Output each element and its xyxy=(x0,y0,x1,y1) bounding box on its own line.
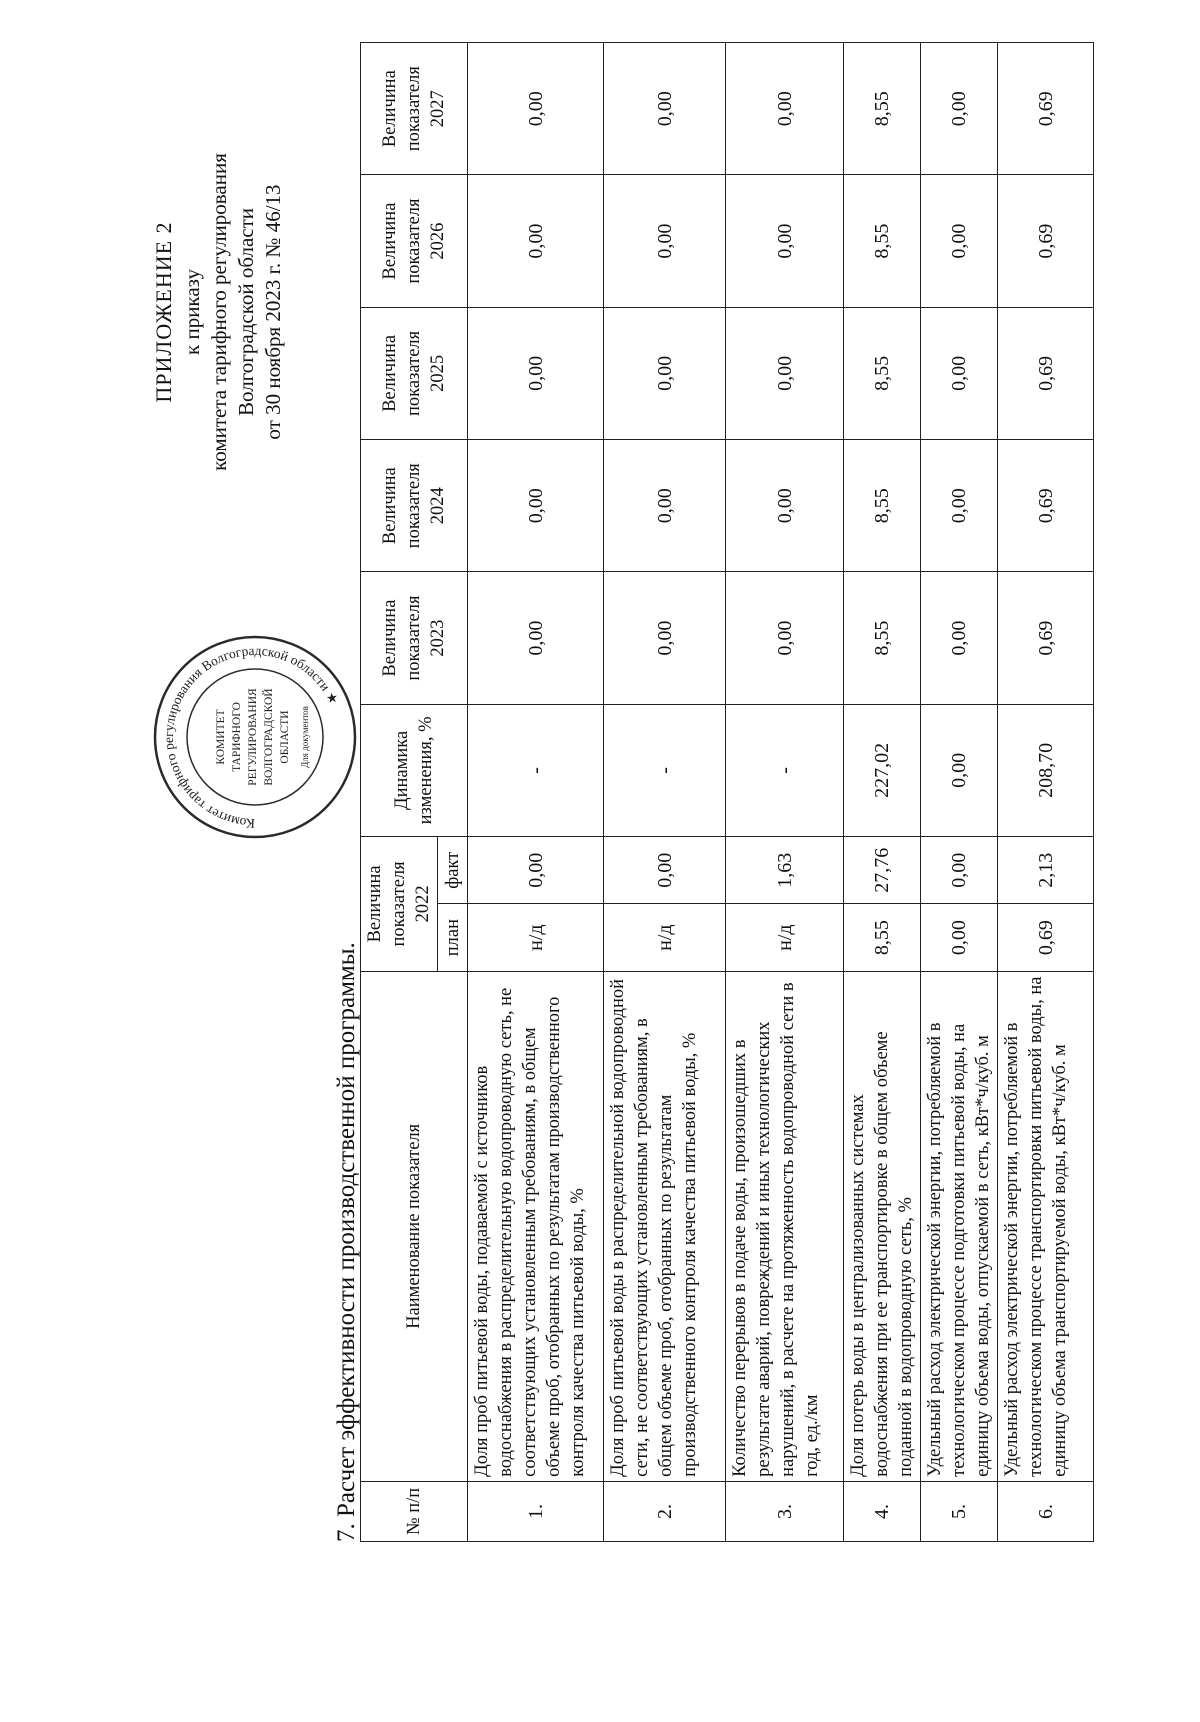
row-value-2023: 0,69 xyxy=(998,572,1094,704)
row-dynamics: 227,02 xyxy=(844,704,921,836)
row-plan-2022: н/д xyxy=(726,904,844,971)
row-value-2024: 0,00 xyxy=(604,440,726,572)
row-fact-2022: 0,00 xyxy=(468,837,604,904)
appendix-title: ПРИЛОЖЕНИЕ 2 xyxy=(151,221,176,403)
row-plan-2022: н/д xyxy=(468,904,604,971)
row-value-2023: 0,00 xyxy=(604,572,726,704)
header-line-date: от 30 ноября 2023 г. № 46/13 xyxy=(261,184,285,440)
row-value-2027: 0,00 xyxy=(921,43,998,175)
row-num: 3. xyxy=(726,1481,844,1541)
row-value-2025: 0,00 xyxy=(468,307,604,439)
row-dynamics: - xyxy=(468,704,604,836)
row-fact-2022: 2,13 xyxy=(998,837,1094,904)
header-2023: Величина показателя 2023 xyxy=(361,572,468,704)
row-value-2026: 0,00 xyxy=(921,175,998,307)
row-indicator-name: Удельный расход электрической энергии, потребляемой в технологическом процессе транспортировки питьевой воды, на единицу объема транспортируемой воды, кВт*ч/куб. м xyxy=(998,971,1094,1481)
row-num: 1. xyxy=(468,1481,604,1541)
header-2022: Величина показателя 2022 xyxy=(361,837,438,972)
row-dynamics: - xyxy=(726,704,844,836)
row-value-2025: 0,00 xyxy=(726,307,844,439)
row-value-2025: 0,00 xyxy=(604,307,726,439)
stamp-center-line: КОМИТЕТ xyxy=(215,709,227,765)
stamp-center-line: РЕГУЛИРОВАНИЯ xyxy=(247,688,259,786)
row-value-2025: 8,55 xyxy=(844,307,921,439)
table-row xyxy=(921,43,998,1542)
stamp-center-line: ТАРИФНОГО xyxy=(231,702,243,772)
row-value-2023: 0,00 xyxy=(468,572,604,704)
row-plan-2022: 8,55 xyxy=(844,904,921,971)
row-indicator-name: Удельный расход электрической энергии, потребляемой в технологическом процессе подготовки питьевой воды, на единицу объема воды, отпускаемой в сеть, кВт*ч/куб. м xyxy=(921,971,998,1481)
header-line-order: к приказу xyxy=(180,269,204,355)
row-value-2027: 8,55 xyxy=(844,43,921,175)
stamp-center-line: ВОЛГОГРАДСКОЙ xyxy=(263,688,275,786)
efficiency-table xyxy=(360,42,1094,1542)
row-num: 5. xyxy=(921,1481,998,1541)
row-dynamics: - xyxy=(604,704,726,836)
row-value-2023: 0,00 xyxy=(921,572,998,704)
row-dynamics: 0,00 xyxy=(921,704,998,836)
row-value-2024: 0,00 xyxy=(726,440,844,572)
row-value-2027: 0,00 xyxy=(604,43,726,175)
stamp-ring-text: Комитет тарифного регулирования Волгоградской области ★ xyxy=(160,642,342,832)
row-fact-2022: 0,00 xyxy=(604,837,726,904)
stamp-center-line: ОБЛАСТИ xyxy=(279,710,291,764)
row-dynamics: 208,70 xyxy=(998,704,1094,836)
section-title: 7. Расчет эффективности производственной программы. xyxy=(333,942,360,1542)
row-value-2026: 0,69 xyxy=(998,175,1094,307)
header-name: Наименование показателя xyxy=(361,971,468,1481)
row-value-2026: 0,00 xyxy=(468,175,604,307)
header-2027: Величина показателя 2027 xyxy=(361,43,468,175)
row-indicator-name: Доля проб питьевой воды в распределительной водопроводной сети, не соответствующих установленным требованиям, в общем объеме проб, отобранных по результатам производственного контроля качества питьевой воды, % xyxy=(604,971,726,1481)
row-value-2026: 0,00 xyxy=(604,175,726,307)
header-fact: факт xyxy=(438,837,468,904)
row-value-2024: 0,00 xyxy=(468,440,604,572)
row-indicator-name: Доля потерь воды в централизованных системах водоснабжения при ее транспортировке в общем объеме поданной в водопроводную сеть, % xyxy=(844,971,921,1481)
row-value-2027: 0,00 xyxy=(726,43,844,175)
row-value-2025: 0,00 xyxy=(921,307,998,439)
row-value-2024: 8,55 xyxy=(844,440,921,572)
row-num: 4. xyxy=(844,1481,921,1541)
row-value-2026: 8,55 xyxy=(844,175,921,307)
table-row xyxy=(726,43,844,1542)
row-value-2025: 0,69 xyxy=(998,307,1094,439)
header-dynamics: Динамика изменения, % xyxy=(361,704,468,836)
appendix-header xyxy=(150,32,287,592)
row-value-2027: 0,00 xyxy=(468,43,604,175)
row-indicator-name: Количество перерывов в подаче воды, произошедших в результате аварий, повреждений и иных технологических нарушений, в расчете на протяженность водопроводной сети в год, ед./км xyxy=(726,971,844,1481)
stamp-bottom-text: Для документов xyxy=(300,706,310,768)
row-fact-2022: 0,00 xyxy=(921,837,998,904)
header-plan: план xyxy=(438,904,468,971)
row-value-2023: 8,55 xyxy=(844,572,921,704)
row-indicator-name: Доля проб питьевой воды, подаваемой с источников водоснабжения в распределительную водопроводную сеть, не соответствующих установленным требованиям, в общем объеме проб, отобранных по результатам производственного контроля качества питьевой воды, % xyxy=(468,971,604,1481)
official-stamp xyxy=(150,632,360,842)
row-num: 2. xyxy=(604,1481,726,1541)
table-row xyxy=(998,43,1094,1542)
row-fact-2022: 27,76 xyxy=(844,837,921,904)
table-row xyxy=(604,43,726,1542)
table-row xyxy=(468,43,604,1542)
row-value-2024: 0,69 xyxy=(998,440,1094,572)
row-plan-2022: 0,00 xyxy=(921,904,998,971)
header-2026: Величина показателя 2026 xyxy=(361,175,468,307)
row-value-2023: 0,00 xyxy=(726,572,844,704)
row-fact-2022: 1,63 xyxy=(726,837,844,904)
header-line-committee: комитета тарифного регулирования xyxy=(207,153,231,471)
row-value-2026: 0,00 xyxy=(726,175,844,307)
row-plan-2022: н/д xyxy=(604,904,726,971)
header-2024: Величина показателя 2024 xyxy=(361,440,468,572)
header-line-region: Волгоградской области xyxy=(234,207,258,417)
row-value-2024: 0,00 xyxy=(921,440,998,572)
header-num: № п/п xyxy=(361,1481,468,1541)
header-2025: Величина показателя 2025 xyxy=(361,307,468,439)
row-value-2027: 0,69 xyxy=(998,43,1094,175)
row-plan-2022: 0,69 xyxy=(998,904,1094,971)
table-row xyxy=(844,43,921,1542)
row-num: 6. xyxy=(998,1481,1094,1541)
